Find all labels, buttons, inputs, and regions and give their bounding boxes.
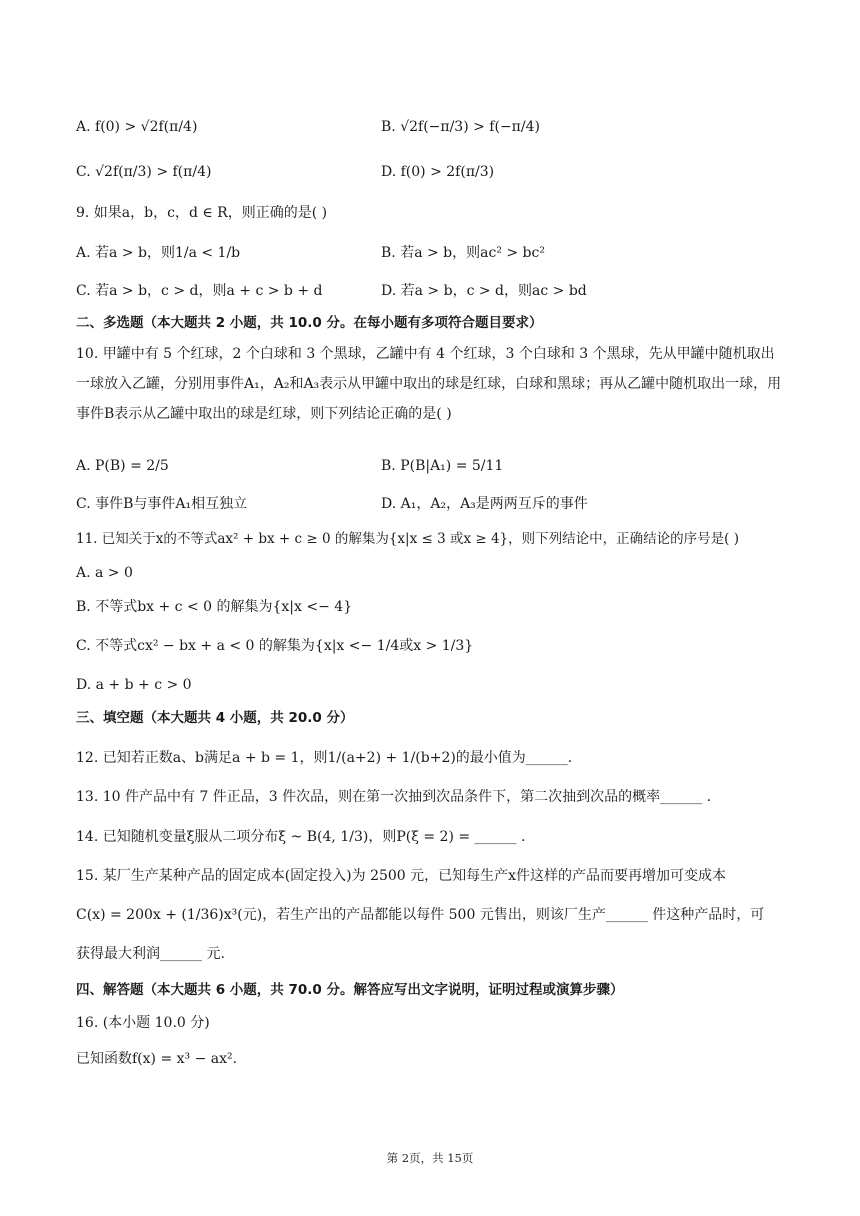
q10-option-d: D. A₁，A₂，A₃是两两互斥的事件 [381, 496, 588, 512]
q9-option-a: A. 若a > b，则1/a < 1/b [76, 245, 241, 261]
q9-stem: 9. 如果a，b，c，d ∈ R，则正确的是( ) [76, 205, 328, 221]
q9-option-b: B. 若a > b，则ac² > bc² [381, 245, 545, 261]
q12-stem: 12. 已知若正数a、b满足a + b = 1，则1/(a+2) + 1/(b+2)的最小值为______. [76, 750, 573, 766]
q11-option-a: A. a > 0 [76, 565, 133, 581]
section-2-heading: 二、多选题（本大题共 2 小题，共 10.0 分。在每小题有多项符合题目要求） [76, 315, 543, 331]
q14-stem: 14. 已知随机变量ξ服从二项分布ξ ~ B(4, 1/3)，则P(ξ = 2) = ______ . [76, 829, 526, 845]
q10-option-b: B. P(B|A₁) = 5/11 [381, 458, 504, 474]
q11-option-d: D. a + b + c > 0 [76, 677, 192, 693]
q16-stem: 已知函数f(x) = x³ − ax². [76, 1051, 238, 1067]
section-3-heading: 三、填空题（本大题共 4 小题，共 20.0 分） [76, 710, 354, 726]
q16-header: 16. (本小题 10.0 分) [76, 1015, 210, 1031]
q15-line-2: C(x) = 200x + (1/36)x³(元)，若生产出的产品都能以每件 500 元售出，则该厂生产______ 件这种产品时，可 [76, 907, 765, 923]
page-footer: 第 2页，共 15页 [386, 1151, 474, 1165]
q10-option-c: C. 事件B与事件A₁相互独立 [76, 496, 248, 512]
q15-line-3: 获得最大利润______ 元. [76, 946, 225, 962]
q10-option-a: A. P(B) = 2/5 [76, 458, 169, 474]
q8-option-b: B. √2f(−π/3) > f(−π/4) [381, 119, 540, 135]
q11-option-b: B. 不等式bx + c < 0 的解集为{x|x <− 4} [76, 599, 353, 615]
q9-option-c: C. 若a > b，c > d，则a + c > b + d [76, 283, 323, 299]
q8-option-d: D. f(0) > 2f(π/3) [381, 164, 495, 180]
q15-line-1: 15. 某厂生产某种产品的固定成本(固定投入)为 2500 元，已知每生产x件这样的产品而要再增加可变成本 [76, 868, 727, 884]
q11-stem: 11. 已知关于x的不等式ax² + bx + c ≥ 0 的解集为{x|x ≤ 3 或x ≥ 4}，则下列结论中，正确结论的序号是( ) [76, 531, 739, 547]
q11-option-c: C. 不等式cx² − bx + a < 0 的解集为{x|x <− 1/4或x > 1/3} [76, 638, 474, 654]
q9-option-d: D. 若a > b，c > d，则ac > bd [381, 283, 587, 299]
q13-stem: 13. 10 件产品中有 7 件正品，3 件次品，则在第一次抽到次品条件下，第二次抽到次品的概率______ . [76, 789, 712, 805]
q8-option-a: A. f(0) > √2f(π/4) [76, 119, 198, 135]
q10-stem: 10. 甲罐中有 5 个红球，2 个白球和 3 个黑球，乙罐中有 4 个红球，3 个白球和 3 个黑球，先从甲罐中随机取出一球放入乙罐，分别用事件A₁，A₂和A₃表示从甲罐中取出的球是红球，白球和黑球；再从乙罐中随机取出一球，用事件B表示从乙罐中取出的球是红球，则下列结论正确的是( ) [76, 346, 782, 422]
section-4-heading: 四、解答题（本大题共 6 小题，共 70.0 分。解答应写出文字说明，证明过程或演算步骤） [76, 982, 624, 998]
q8-option-c: C. √2f(π/3) > f(π/4) [76, 164, 212, 180]
